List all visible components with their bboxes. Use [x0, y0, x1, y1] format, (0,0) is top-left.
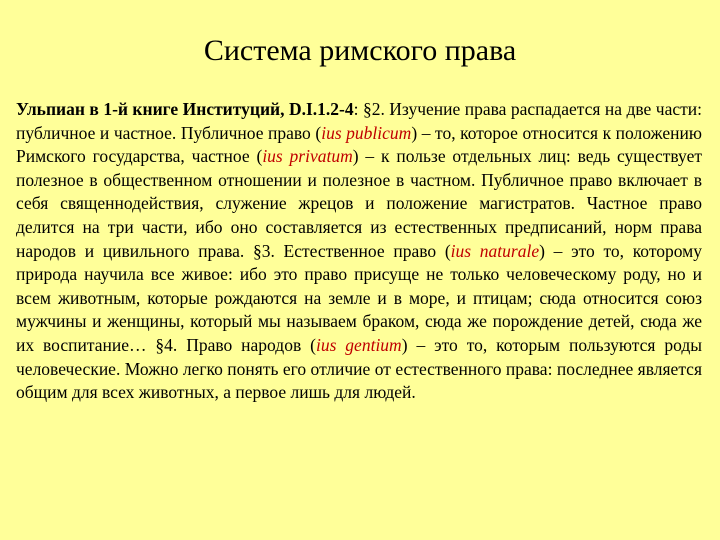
term-ius-gentium: ius gentium — [315, 334, 402, 355]
text-segment-4: ) – это то, которому природа научила все живое: ибо это право присуще не только человеческому роду, но и всем животным, которые рождаются на земле и в море, и птицам; сюда относится союз мужчины и женщины, который мы называем браком, сюда же порождение детей, сюда же их воспитание… §4. Право народов ( — [16, 240, 702, 355]
term-ius-publicum: ius publicum — [321, 122, 412, 143]
text-segment-2: ) – то, которое относится к положению Римского государства, частное ( — [16, 122, 702, 167]
citation-lead: Ульпиан в 1-й книге Институций, D.I.1.2-4 — [16, 99, 354, 119]
slide-title: Система римского права — [203, 34, 517, 67]
text-segment-1: : §2. Изучение права распадается на две части: публичное и частное. Публичное право ( — [16, 99, 702, 143]
text-segment-3: ) – к пользе отдельных лиц: ведь существует полезное в общественном отношении и полезное в частном. Публичное право включает в себя священнодействия, служение жрецов и положение магистратов. Частное право делится на три части, ибо оно составляется из естественных предписаний, норм права народов и цивильного права. §3. Естественное право ( — [16, 146, 702, 261]
term-ius-naturale: ius naturale — [450, 240, 540, 261]
slide-body-text — [16, 98, 702, 405]
text-segment-5: ) – это то, которым пользуются роды человеческие. Можно легко понять его отличие от естественного права: последнее является общим для всех животных, а первое лишь для людей. — [16, 334, 702, 403]
term-ius-privatum: ius privatum — [262, 146, 353, 167]
